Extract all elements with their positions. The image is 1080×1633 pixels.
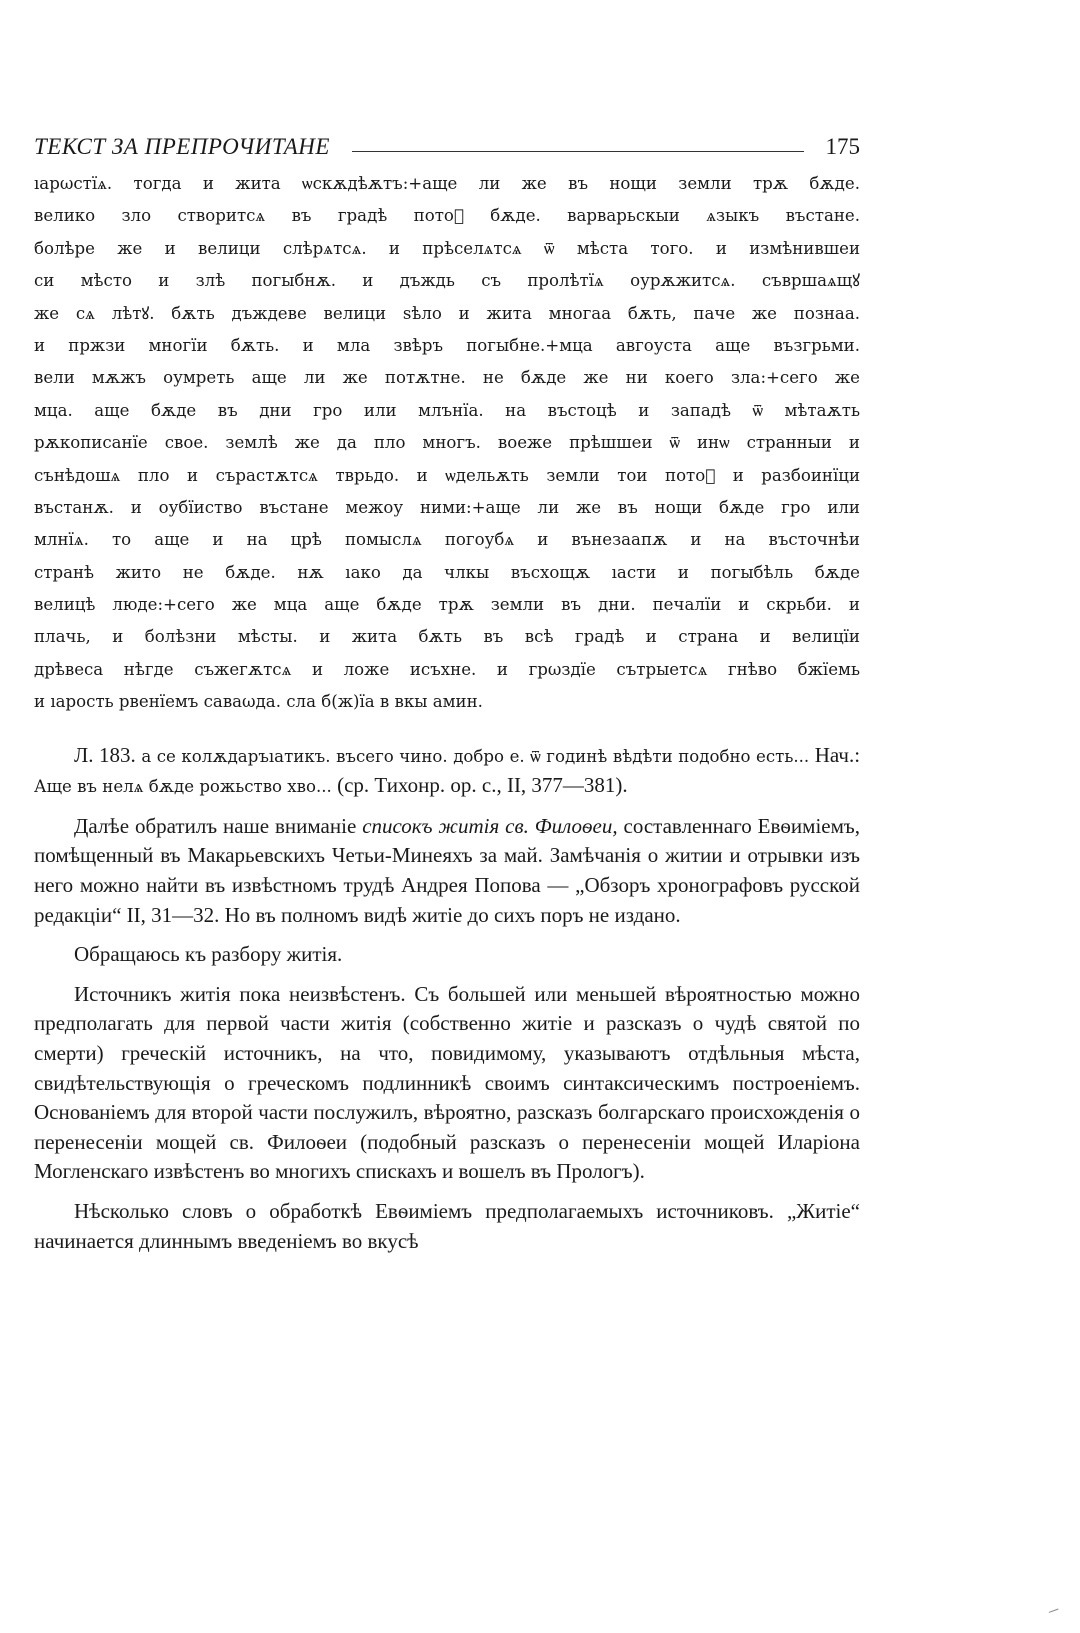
old-text-inline: а се колѫдаръıатикъ. въсего чино. добро е. ѿ годинѣ вѣдѣти bbox=[141, 746, 673, 766]
folio-label: Л. 183. bbox=[74, 742, 136, 767]
reference-citation: (ср. Тихонр. ор. с., II, 377—381). bbox=[337, 773, 628, 798]
old-text-line: же сѧ лѣтꙋ. бѫть дъждеве велици ѕѣло и жита многаа бѫть, паче же познаа. bbox=[34, 303, 860, 323]
running-title: ТЕКСТ ЗА ПРЕПРОЧИТАНЕ bbox=[34, 134, 330, 159]
paragraph: Нѣсколько словъ о обработкѣ Евѳиміемъ предполагаемыхъ источниковъ. „Житіе“ начинается длиннымъ введеніемъ во вкусѣ bbox=[34, 1198, 860, 1253]
old-text-line: си мѣсто и злѣ погыбнѫ. и дъждь съ пролѣтїѧ оурѫжитсѧ. съвршаѧщꙋ bbox=[34, 271, 860, 291]
paragraph bbox=[34, 812, 860, 930]
old-slavonic-excerpt bbox=[34, 168, 860, 719]
old-text-line: велицѣ люде:+сего же мца аще бѫде трѫ земли въ дни. печалїи и скрьби. и bbox=[34, 595, 860, 615]
page-number: 175 bbox=[825, 134, 860, 159]
book-page bbox=[34, 120, 860, 1256]
body-text bbox=[34, 741, 860, 1257]
old-text-inline: подобно есть... bbox=[678, 746, 810, 766]
old-text-line: сънѣдошѧ пло и сърастѫтсѧ тврьдо. и ѡдельѫть земли тои потоⷨ и разбоинїци bbox=[34, 465, 860, 485]
paragraph-text: составленнаго Евѳиміемъ, помѣщенный въ Макарьевскихъ Четьи-Минеяхъ за май. Замѣчанія о житии и отрывки изъ него можно найти въ извѣстномъ трудѣ Андрея Попова — „Обзоръ хронографовъ русской редакціи“ II, 31—32. Но въ полномъ видѣ житіе до сихъ поръ не издано. bbox=[34, 813, 860, 927]
old-text-line: и пржзи многїи бѫть. и мла звѣръ погыбне.+мца авгоуста аще възгрьми. bbox=[34, 335, 860, 355]
running-header bbox=[34, 120, 860, 160]
old-text-line: болѣре же и велици слѣрѧтсѧ. и прѣселѧтсѧ ѿ мѣста того. и измѣнившеи bbox=[34, 238, 860, 258]
old-text-line: вели мѫжъ оумреть аще ли же потѫтне. не бѫде же ни коего зла:+сего же bbox=[34, 368, 860, 388]
old-text-line: дрѣвеса нѣгде съжегѫтсѧ и ложе исъхне. и грωздїе сътрыетсѧ гнѣво бжїемь bbox=[34, 659, 860, 679]
italic-title: списокъ житія св. Филоѳеи, bbox=[362, 813, 618, 838]
old-text-line: млнїѧ. то аще и на црѣ помыслѧ погоубѧ и вънезаапѫ и на въсточнѣи bbox=[34, 530, 860, 550]
old-text-line: и ıарость рвенїемъ саваωда. сла б(ж)їа в вкы амин. bbox=[34, 692, 483, 712]
old-text-line: въстанѫ. и оубїиство въстане межоу ними:+аще ли же въ нощи бѫде гро или bbox=[34, 497, 860, 517]
old-text-line: велико зло створитсѧ въ градѣ потоⷨ бѫде. варварьскыи ѧзыкъ въстане. bbox=[34, 206, 860, 226]
incipit-label: Нач.: bbox=[814, 742, 861, 767]
old-text-inline: Аще въ нелѧ бѫде рожьство хво... bbox=[34, 777, 332, 797]
old-text-line: мца. аще бѫде въ дни гро или млънїа. на въстоцѣ и западѣ ѿ мѣтаѫть bbox=[34, 400, 860, 420]
paragraph: Обращаюсь къ разбору житія. bbox=[74, 942, 343, 967]
header-rule bbox=[352, 151, 804, 152]
scan-corner-mark bbox=[1049, 1609, 1061, 1621]
old-text-line: плачь, и болѣзни мѣсты. и жита бѫть въ всѣ градѣ и страна и велицїи bbox=[34, 627, 860, 647]
old-text-line: ıарωстїѧ. тогда и жита ѡскѫдѣѫтъ:+аще ли же въ нощи земли трѫ бѫде. bbox=[34, 174, 860, 193]
manuscript-reference-paragraph bbox=[34, 741, 860, 802]
paragraph: Источникъ житія пока неизвѣстенъ. Съ большей или меньшей вѣроятностью можно предполагать для первой части житія (собственно житіе и разсказъ о чудѣ святой по смерти) греческій источникъ, на что, повидимому, указываютъ отдѣльныя мѣста, свидѣтельствующія о греческомъ подлинникѣ своимъ синтаксическимъ построеніемъ. Основаніемъ для второй части послужилъ, вѣроятно, разсказъ болгарскаго происхожденія о перенесеніи мощей св. Филоѳеи (подобный разсказъ о перенесеніи мощей Иларіона Могленскаго извѣстенъ во многихъ спискахъ и вошелъ въ Прологъ). bbox=[34, 981, 860, 1184]
old-text-line: рѫкописанїе свое. землѣ же да пло многъ. воеже прѣшшеи ѿ инѡ странныи и bbox=[34, 433, 860, 453]
paragraph-text: Далѣе обратилъ наше вниманіе bbox=[74, 813, 363, 838]
old-text-line: странѣ жито не бѫде. нѫ ıако да члкы въсхощѫ ıасти и погыбѣль бѫде bbox=[34, 562, 860, 582]
